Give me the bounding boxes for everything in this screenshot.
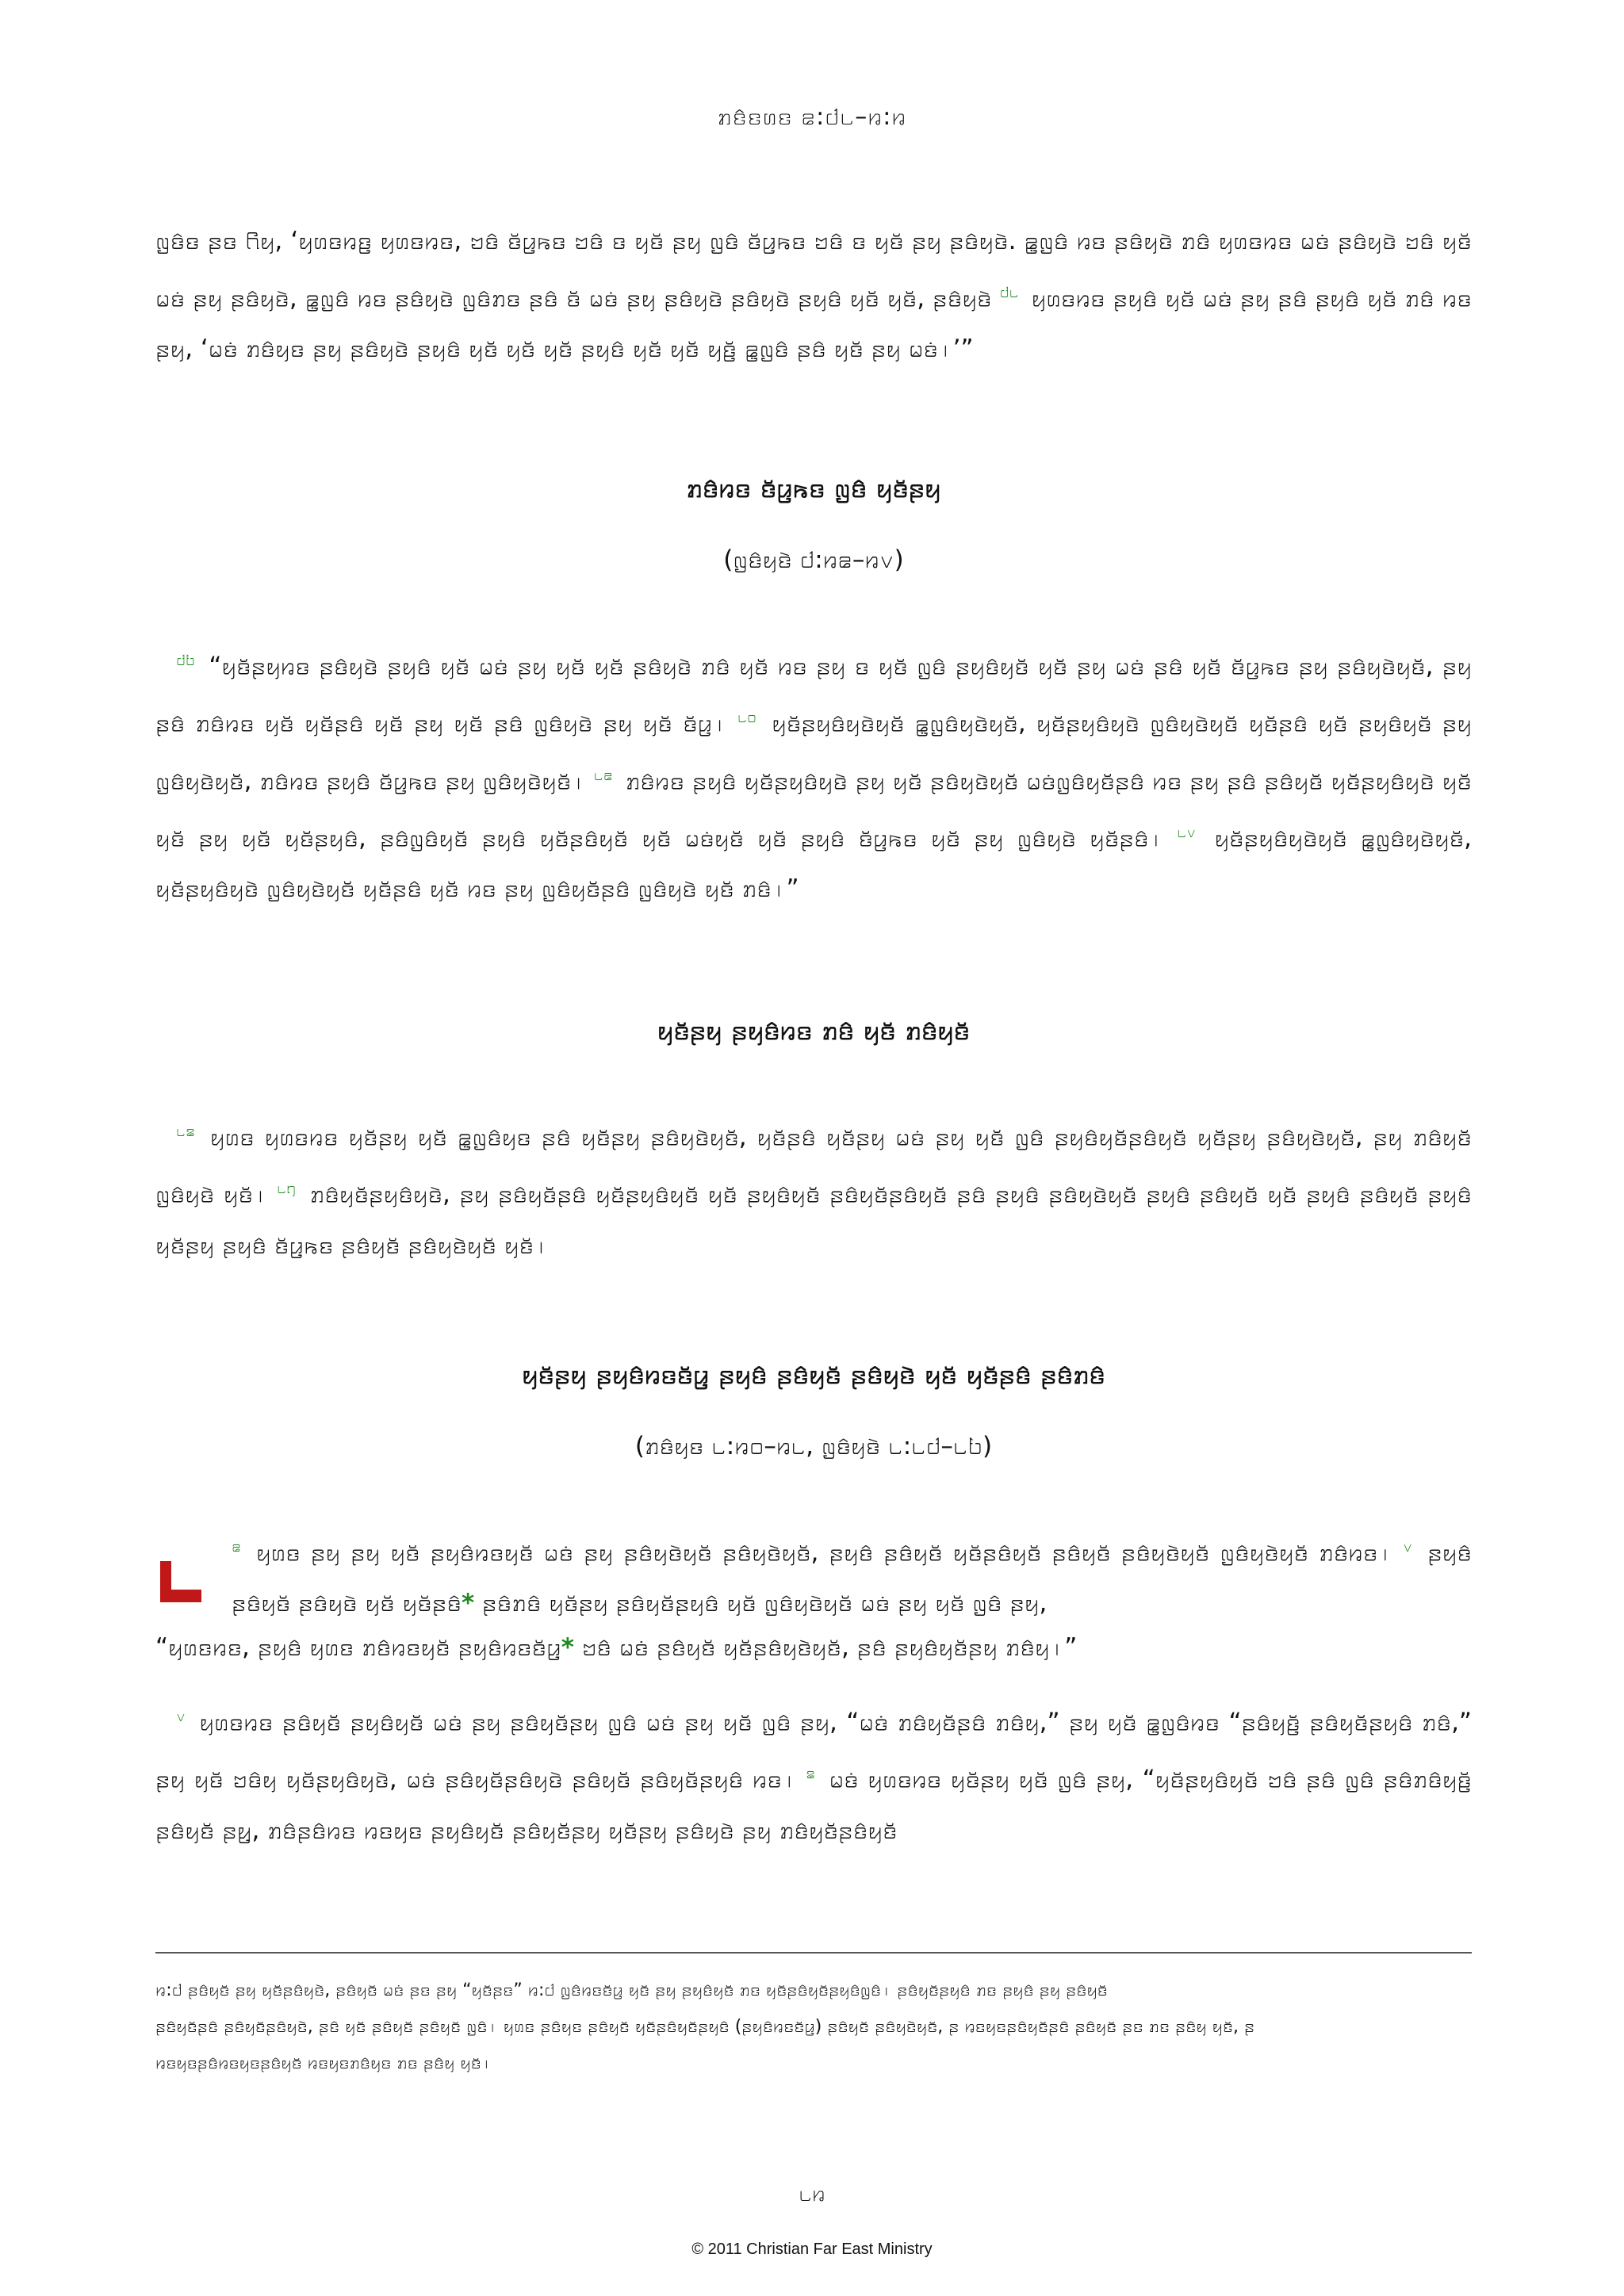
footnote-marker[interactable]: * xyxy=(561,1633,574,1662)
verse-number: ꤁ xyxy=(232,1536,241,1556)
paragraph-section3-opening xyxy=(155,1521,1472,1628)
section-heading: ꤟꤢꤩꤔꤟ ꤔꤟꤢꤨꤙꤢꤢꤩꤣ꤬ ꤔꤟꤢꤨ ꤔꤢꤨꤟꤢꤩ ꤔꤢꤨꤟꤢꤧ ꤟꤢꤩ ꤟꤢꤩꤔꤢꤨ ꤔꤢꤨꤊꤢꤨ xyxy=(522,1359,1105,1391)
verse-number: ꤈꤀ xyxy=(737,707,757,727)
copyright: © 2011 Christian Far East Ministry xyxy=(691,2241,933,2258)
paragraph-text: ꤟꤛꤢꤙꤢ ꤔꤟꤢꤨ ꤟꤢꤩ ꤗꤢꤦ ꤔꤟ ꤔꤢꤨ ꤔꤟꤢꤨ ꤟꤢꤩ ꤊꤢꤨ ꤙꤢ ꤔꤟ, ‘ꤗꤢꤦ ꤊꤢꤨꤟꤢ ꤔꤟ ꤔꤢꤨꤟꤢꤧ ꤔꤟꤢꤨ ꤟꤢꤩ ꤟꤢꤩ ꤟꤢꤩ ꤔꤟꤢꤨ ꤟꤢꤩ ꤟꤢꤩ ꤟꤢꤩ꤬ ꤁꤭ꤜꤢꤨ ꤔꤢꤨ ꤟꤢꤩ ꤔꤟ ꤗꤢꤦ꤯’” xyxy=(155,284,1472,364)
paragraph-text: ꤔꤢꤨꤟꤢꤩꤔꤟꤢꤨ ꤊꤢꤨ,” ꤔꤟ ꤟꤢꤩ ꤠꤢꤨꤟ ꤟꤢꤩꤔꤟꤢꤨꤟꤢꤧ, ꤗꤢꤦ ꤔꤢꤨꤟꤢꤩꤔꤢꤨꤟꤢꤧ ꤔꤢꤨꤟꤢꤩ ꤔꤢꤨꤟꤢꤩꤔꤟꤢꤨ ꤙꤢ꤯ xyxy=(155,1708,1472,1794)
paragraph-section3-second xyxy=(155,1690,1472,1856)
paragraph-intro xyxy=(155,216,1472,374)
footnote-line: ꤙꤢꤟꤢꤔꤢꤨꤙꤢꤟꤢꤔꤢꤨꤟꤢꤩ ꤙꤢꤟꤢꤊꤢꤨꤟꤢ ꤊꤢ ꤔꤢꤨꤟ ꤟꤢꤩ꤯ xyxy=(155,2053,492,2073)
paragraph-text: ꤟꤢꤩꤔꤟꤢꤨꤟꤢꤧꤟꤢꤩ ꤁꤭ꤜꤢꤨꤟꤢꤧꤟꤢꤩ, ꤟꤢꤩꤔꤟꤢꤨꤟꤢꤧ ꤜꤢꤨꤟꤢꤧꤟꤢꤩ ꤟꤢꤩꤔꤢꤨ ꤟꤢꤩ ꤔꤟꤢꤨꤟꤢꤩ ꤔꤟ ꤜꤢꤨꤟꤢꤧꤟꤢꤩ, ꤊꤢꤨꤙꤢ ꤔꤟꤢꤨ ꤢꤩꤣ꤬ꤒꤢ ꤔꤟ ꤜꤢꤨꤟꤢꤧꤟꤢꤩ꤯ xyxy=(155,709,1473,795)
paragraph-text: ꤔꤟꤢꤨ ꤔꤢꤨꤟꤢꤩ ꤔꤢꤨꤟꤢꤧ ꤟꤢꤩ ꤟꤢꤩꤔꤢꤨ xyxy=(232,1538,1472,1618)
verse-number: ꤂ xyxy=(176,1706,186,1725)
paragraph-text: ꤠꤢꤨ ꤗꤢꤦ ꤔꤢꤨꤟꤢꤩ ꤟꤢꤩꤔꤢꤨꤟꤢꤧꤟꤢꤩ, ꤔꤢꤨ ꤔꤟꤢꤨꤟꤢꤩꤔꤟ ꤊꤢꤨꤟ꤯” xyxy=(581,1633,1078,1662)
paragraph-text: ꤟꤛꤢ ꤔꤟ ꤔꤟ ꤟꤢꤩ ꤔꤟꤢꤨꤙꤢꤟꤢꤩ ꤗꤢꤦ ꤔꤟ ꤔꤢꤨꤟꤢꤧꤟꤢꤩ ꤔꤢꤨꤟꤢꤧꤟꤢꤩ, ꤔꤟꤢꤨ ꤔꤢꤨꤟꤢꤩ ꤟꤢꤩꤔꤢꤨꤟꤢꤩ ꤔꤢꤨꤟꤢꤩ ꤔꤢꤨꤟꤢꤧꤟꤢꤩ ꤜꤢꤨꤟꤢꤧꤟꤢꤩ xyxy=(256,1538,1309,1567)
paragraph-text: ꤊꤢꤨꤙꤢ꤯ xyxy=(1319,1538,1393,1567)
verse-number: ꤇꤈ xyxy=(999,282,1019,301)
verse-number: ꤂ xyxy=(1403,1536,1413,1556)
paragraph-text: “ꤟꤢꤩꤔꤟꤢꤨꤟꤢꤩ ꤠꤢꤨ ꤔꤢꤨ ꤜꤢꤨ ꤔꤢꤨꤊꤢꤨꤟꤢꤩ꤬ ꤔꤢꤨꤟꤢꤩ ꤔꤟ꤬, ꤊꤢꤨꤔꤢꤨꤙꤢ ꤙꤢꤟꤢ ꤔꤟꤢꤨꤟꤢꤩ ꤔꤢꤨꤟꤢꤩꤔꤟ ꤟꤢꤩꤔꤟ ꤔꤢꤨꤟꤢꤧ ꤔꤟ ꤊꤢꤨꤟꤢꤩꤔꤢꤨꤟꤢꤩ xyxy=(155,1765,1473,1845)
paragraph-text: ꤔꤢꤨꤊꤢꤨ ꤟꤢꤩꤔꤟ ꤔꤢꤨꤟꤢꤩꤔꤟꤢꤨ ꤟꤢꤩ ꤜꤢꤨꤟꤢꤧꤟꤢꤩ ꤗꤢꤦ ꤔꤟ ꤟꤢꤩ ꤜꤢꤨ ꤔꤟ, xyxy=(482,1589,1048,1618)
page-number: ꤈꤆ xyxy=(799,2180,825,2206)
verse-number: ꤈꤃ xyxy=(176,1121,195,1140)
footnotes xyxy=(155,1973,1472,2082)
paragraph-text: ꤟꤢꤩꤔꤟꤢꤨꤟꤢꤧꤟꤢꤩ ꤁꤭ꤜꤢꤨꤟꤢꤧꤟꤢꤩ, ꤟꤢꤩꤔꤟꤢꤨꤟꤢꤧ ꤜꤢꤨꤟꤢꤧꤟꤢꤩ ꤟꤢꤩꤔꤢꤨ ꤟꤢꤩ ꤙꤢ ꤔꤟ ꤜꤢꤨꤟꤢꤩꤔꤢꤨ ꤜꤢꤨꤟꤢꤧ ꤟꤢꤩ ꤊꤢꤨ꤯” xyxy=(155,824,1473,904)
paragraph-text: ꤜꤢꤨꤢ ꤔꤢ ꤖꤟ, ‘ꤟꤛꤢꤙꤢ꤬ ꤟꤛꤢꤙꤢ, ꤠꤢꤨ ꤢꤩꤣ꤬ꤒꤢ ꤠꤢꤨ ꤢ ꤟꤢꤩ ꤔꤟ ꤜꤢꤨ ꤢꤩꤣ꤬ꤒꤢ ꤠꤢꤨ ꤢ ꤟꤢꤩ ꤔꤟ ꤔꤢꤨꤟꤢꤧ. ꤁꤭ꤜꤢꤨ ꤙꤢ ꤔꤢꤨꤟꤢꤧ ꤊꤢꤨ ꤟꤛꤢꤙꤢ ꤗꤢꤦ ꤔꤢꤨꤟꤢꤧ ꤠꤢꤨ ꤟꤢꤩ ꤗꤢꤦ ꤔꤟ ꤔꤢꤨꤟꤢꤧ, ꤁꤭ꤜꤢꤨ ꤙꤢ ꤔꤢꤨꤟꤢꤧ ꤜꤢꤨꤊꤢ ꤔꤢꤨ ꤢꤩ ꤗꤢꤦ ꤔꤟ ꤔꤢꤨꤟꤢꤧ ꤔꤢꤨꤟꤢꤧ ꤔꤟꤢꤨ ꤟꤢꤩ ꤟꤢꤩ, ꤔꤢꤨꤟꤢꤧ xyxy=(155,227,1472,313)
paragraph-section3-line3 xyxy=(155,1622,1472,1673)
footnote-marker[interactable]: * xyxy=(461,1589,475,1618)
verse-number: ꤇꤉ xyxy=(176,650,195,669)
paragraph-text: ꤊꤢꤨꤟꤢꤩꤔꤟꤢꤨꤟꤢꤧ, ꤔꤟ ꤔꤢꤨꤟꤢꤩꤔꤢꤨ ꤟꤢꤩꤔꤟꤢꤨꤟꤢꤩ ꤟꤢꤩ ꤔꤟꤢꤨꤟꤢꤩ ꤔꤢꤨꤟꤢꤩꤔꤢꤨꤟꤢꤩ ꤔꤢꤨ ꤔꤟꤢꤨ ꤔꤢꤨꤟꤢꤧꤟꤢꤩ ꤔꤟꤢꤨ ꤔꤢꤨꤟꤢꤩ ꤟꤢꤩ ꤔꤟꤢꤨ ꤔꤢꤨꤟꤢꤩ ꤔꤟꤢꤨ ꤟꤢꤩꤔꤟ ꤔꤟꤢꤨ ꤢꤩꤣ꤬ꤒꤢ ꤔꤢꤨꤟꤢꤩ ꤔꤢꤨꤟꤢꤧꤟꤢꤩ ꤟꤢꤩ꤯ xyxy=(155,1180,1473,1260)
paragraph-section2 xyxy=(155,1105,1472,1271)
footnote-line: ꤔꤢꤨꤟꤢꤩꤔꤢꤨ ꤔꤢꤨꤟꤢꤩꤔꤢꤨꤟꤢꤧ, ꤔꤢꤨ ꤟꤢꤩ ꤔꤢꤨꤟꤢꤩ ꤔꤢꤨꤟꤢꤩ ꤜꤢꤨ꤯ ꤟꤛꤢ ꤔꤢꤨꤟꤢ ꤔꤢꤨꤟꤢꤩ ꤟꤢꤩꤔꤢꤨꤟꤢꤩꤔꤟꤢꤨ (ꤔꤟꤢꤨꤙꤢꤢꤩꤣ꤬) ꤔꤢꤨꤟꤢꤩ ꤔꤢꤨꤟꤢꤧꤟꤢꤩ, ꤔ ꤙꤢꤟꤢꤔꤢꤨꤟꤢꤩꤔꤢꤨ ꤔꤢꤨꤟꤢꤩ ꤔꤢ ꤊꤢ ꤔꤢꤨꤟ ꤟꤢꤩ, ꤔ xyxy=(155,2017,1255,2037)
paragraph-text: “ꤟꤛꤢꤙꤢ, ꤔꤟꤢꤨ ꤟꤛꤢ ꤊꤢꤨꤙꤢꤟꤢꤩ ꤔꤟꤢꤨꤙꤢꤢꤩꤣ꤬ xyxy=(155,1633,561,1662)
verse-number: ꤈꤄ xyxy=(277,1178,297,1198)
section-reference: (ꤜꤢꤨꤟꤢꤧ ꤇:꤆꤁–꤆꤂) xyxy=(723,545,904,574)
paragraph-text: ꤟꤛꤢ ꤟꤛꤢꤙꤢ ꤟꤢꤩꤔꤟ ꤟꤢꤩ ꤁꤭ꤜꤢꤨꤟꤢ ꤔꤢꤨ ꤟꤢꤩꤔꤟ ꤔꤢꤨꤟꤢꤧꤟꤢꤩ, ꤟꤢꤩꤔꤢꤨ ꤟꤢꤩꤔꤟ ꤗꤢꤦ ꤔꤟ ꤟꤢꤩ ꤜꤢꤨ ꤔꤟꤢꤨꤟꤢꤩꤔꤢꤨꤟꤢꤩ ꤟꤢꤩꤔꤟ ꤔꤢꤨꤟꤢꤧꤟꤢꤩ, ꤔꤟ ꤊꤢꤨꤟꤢꤩ ꤜꤢꤨꤟꤢꤧ ꤟꤢꤩ꤯ xyxy=(155,1123,1472,1209)
running-head: ꤊꤢꤨꤢꤛꤢ ꤁:꤇꤈–꤆:꤆ xyxy=(717,103,907,131)
section-heading: ꤊꤢꤨꤙꤢ ꤢꤩꤣ꤬ꤒꤢ ꤜꤢꤨ ꤟꤢꤩꤔꤟ xyxy=(686,473,941,504)
paragraph-text: ꤗꤢꤦ ꤟꤛꤢꤙꤢ ꤟꤢꤩꤔꤟ ꤟꤢꤩ ꤜꤢꤨ ꤔꤟ, xyxy=(829,1765,1134,1794)
section-heading: ꤟꤢꤩꤔꤟ ꤔꤟꤢꤨꤙꤢ ꤊꤢꤨ ꤟꤢꤩ ꤊꤢꤨꤟꤢꤩ xyxy=(657,1015,971,1047)
paragraph-section1 xyxy=(155,634,1472,914)
verse-number: ꤃ xyxy=(806,1763,816,1783)
verse-number: ꤈꤂ xyxy=(1177,821,1197,841)
footnote-line: ꤆:꤇ ꤔꤢꤨꤟꤢꤩ ꤔꤟ ꤟꤢꤩꤔꤢꤨꤟꤢꤧ, ꤔꤢꤨꤟꤢꤩ ꤗꤢꤦ ꤔꤢ ꤔꤟ “ꤟꤢꤩꤔꤢ” ꤆:꤇ ꤜꤢꤨꤙꤢꤢꤩꤣ꤬ ꤟꤢꤩ ꤔꤟ ꤔꤟꤢꤨꤟꤢꤩ ꤊꤢ ꤟꤢꤩꤔꤢꤨꤟꤢꤩꤔꤟꤢꤨꤜꤢꤨ꤯ ꤔꤢꤨꤟꤢꤩꤔꤟꤢꤨ ꤊꤢ ꤔꤟꤢꤨ ꤔꤟ ꤔꤢꤨꤟꤢꤩ xyxy=(155,1980,1108,2000)
paragraph-text: ꤟꤛꤢꤙꤢ ꤔꤢꤨꤟꤢꤩ ꤔꤟꤢꤨꤟꤢꤩ ꤗꤢꤦ ꤔꤟ ꤔꤢꤨꤟꤢꤩꤔꤟ ꤜꤢꤨ ꤗꤢꤦ ꤔꤟ ꤟꤢꤩ ꤜꤢꤨ ꤔꤟ, “ꤗꤢꤦ ꤊꤢꤨꤟꤢꤩꤔꤢꤨ ꤊꤢꤨꤟ,” ꤔꤟ ꤟꤢꤩ ꤁꤭ꤜꤢꤨꤙꤢ “ꤔꤢꤨꤟꤢꤩ꤬ xyxy=(199,1708,1300,1737)
paragraph-text: ꤊꤢꤨꤙꤢ ꤔꤟꤢꤨ ꤟꤢꤩꤔꤟꤢꤨꤟꤢꤧ ꤔꤟ ꤟꤢꤩ ꤔꤢꤨꤟꤢꤧꤟꤢꤩ ꤗꤢꤦꤜꤢꤨꤟꤢꤩꤔꤢꤨ ꤙꤢ ꤔꤟ ꤔꤢꤨ ꤔꤢꤨꤟꤢꤩ ꤟꤢꤩꤔꤟꤢꤨꤟꤢꤧ ꤟꤢꤩ ꤟꤢꤩ ꤔꤟ ꤟꤢꤩ ꤟꤢꤩꤔꤟꤢꤨ, ꤔꤢꤨꤜꤢꤨꤟꤢꤩ ꤔꤟꤢꤨ ꤟꤢꤩꤔꤢꤨꤟꤢꤩ ꤟꤢꤩ ꤗꤢꤦꤟꤢꤩ ꤟꤢꤩ ꤔꤟꤢꤨ ꤢꤩꤣ꤬ꤒꤢ ꤟꤢꤩ ꤔꤟ ꤜꤢꤨꤟꤢꤧ ꤟꤢꤩꤔꤢꤨ꤯ xyxy=(155,766,1472,853)
footnote-divider xyxy=(155,1952,1472,1954)
verse-number: ꤈꤁ xyxy=(593,764,613,784)
paragraph-text: “ꤟꤢꤩꤔꤟꤙꤢ ꤔꤢꤨꤟꤢꤧ ꤔꤟꤢꤨ ꤟꤢꤩ ꤗꤢꤦ ꤔꤟ ꤟꤢꤩ ꤟꤢꤩ ꤔꤢꤨꤟꤢꤧ ꤊꤢꤨ ꤟꤢꤩ ꤙꤢ ꤔꤟ ꤢ ꤟꤢꤩ ꤜꤢꤨ ꤔꤟꤢꤨꤟꤢꤩ ꤟꤢꤩ ꤔꤟ ꤗꤢꤦ ꤔꤢꤨ ꤟꤢꤩ ꤢꤩꤣ꤬ꤒꤢ ꤔꤟ ꤔꤢꤨꤟꤢꤧꤟꤢꤩ, ꤔꤟ ꤔꤢꤨ ꤊꤢꤨꤙꤢ ꤟꤢꤩ ꤟꤢꤩꤔꤢꤨ ꤟꤢꤩ ꤔꤟ ꤟꤢꤩ ꤔꤢꤨ ꤜꤢꤨꤟꤢꤧ ꤔꤟ ꤟꤢꤩ ꤢꤩꤣ꤬꤯ xyxy=(155,652,1472,738)
section-reference: (ꤊꤢꤨꤟꤢ ꤈:꤆꤀–꤆꤈, ꤜꤢꤨꤟꤢꤧ ꤈:꤈꤇–꤈꤉) xyxy=(634,1432,993,1460)
